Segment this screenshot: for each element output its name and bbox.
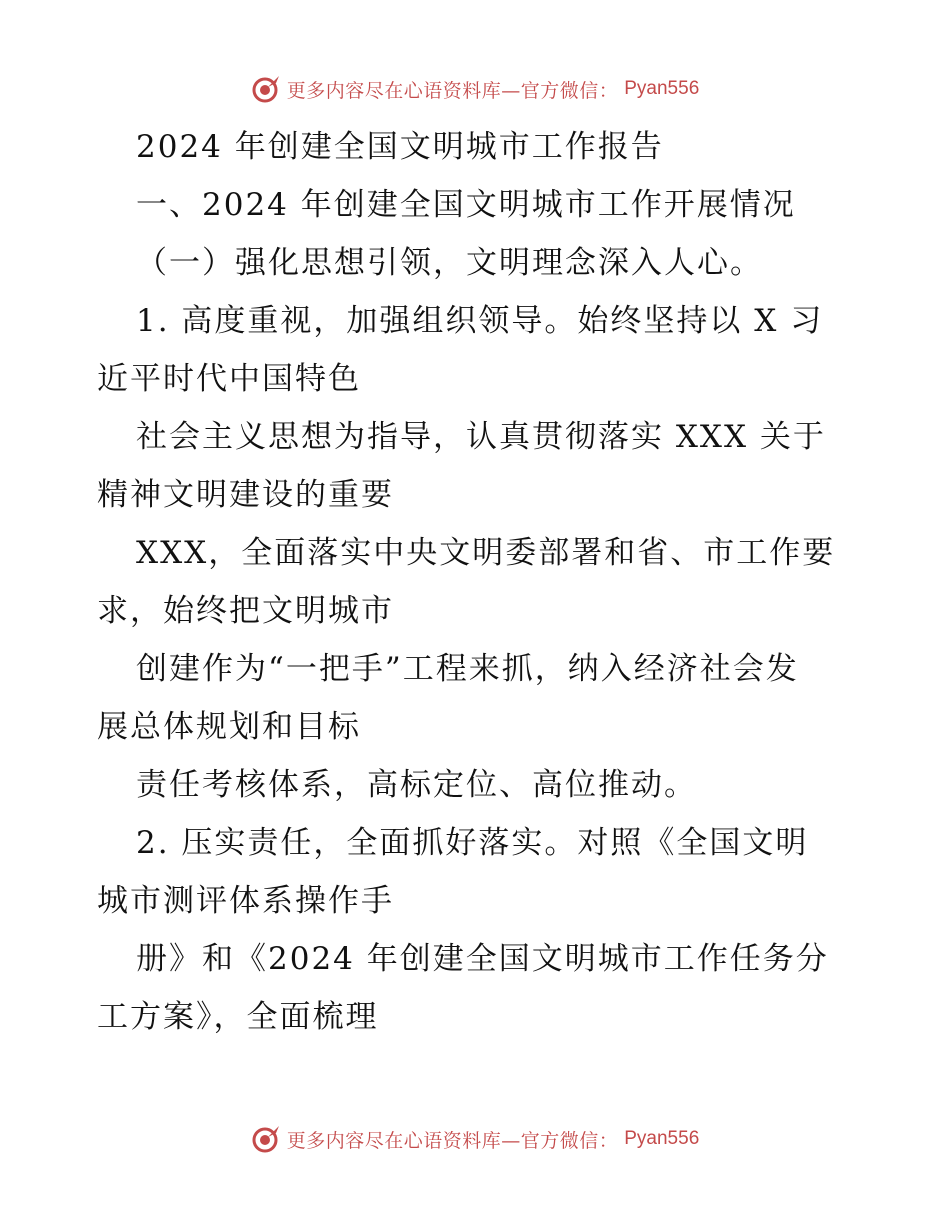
watermark-text: 更多内容尽在心语资料库—官方微信： xyxy=(286,79,619,102)
document-body xyxy=(97,118,857,1046)
paragraph-line: 1. 高度重视，加强组织领导。始终坚持以 X 习 xyxy=(136,303,824,339)
paragraph-line: 责任考核体系，高标定位、高位推动。 xyxy=(136,767,697,803)
paragraph-line: 册》和《2024 年创建全国文明城市工作任务分 xyxy=(136,941,829,977)
paragraph-line: 精神文明建设的重要 xyxy=(97,477,394,513)
subsection-heading: （一）强化思想引领，文明理念深入人心。 xyxy=(136,245,763,281)
watermark-header xyxy=(0,74,950,104)
paragraph-line: 社会主义思想为指导，认真贯彻落实 XXX 关于 xyxy=(136,419,826,455)
section-heading: 一、2024 年创建全国文明城市工作开展情况 xyxy=(136,187,796,223)
paragraph-line: 创建作为“一把手”工程来抓，纳入经济社会发 xyxy=(136,651,799,687)
quill-pen-seal-icon xyxy=(251,74,281,104)
document-title: 2024 年创建全国文明城市工作报告 xyxy=(136,129,664,165)
paragraph-line: 展总体规划和目标 xyxy=(97,709,361,745)
watermark-wechat-id: Pyan556 xyxy=(624,1128,700,1149)
paragraph-line: XXX，全面落实中央文明委部署和省、市工作要 xyxy=(136,535,836,571)
paragraph-line: 城市测评体系操作手 xyxy=(97,883,394,919)
watermark-wechat-id: Pyan556 xyxy=(624,78,700,99)
paragraph-line: 工方案》，全面梳理 xyxy=(97,999,379,1035)
paragraph-line: 2. 压实责任，全面抓好落实。对照《全国文明 xyxy=(136,825,809,861)
watermark-text: 更多内容尽在心语资料库—官方微信： xyxy=(286,1129,619,1152)
paragraph-line: 求，始终把文明城市 xyxy=(97,593,394,629)
watermark-footer xyxy=(0,1124,950,1154)
paragraph-line: 近平时代中国特色 xyxy=(97,361,361,397)
quill-pen-seal-icon xyxy=(251,1124,281,1154)
